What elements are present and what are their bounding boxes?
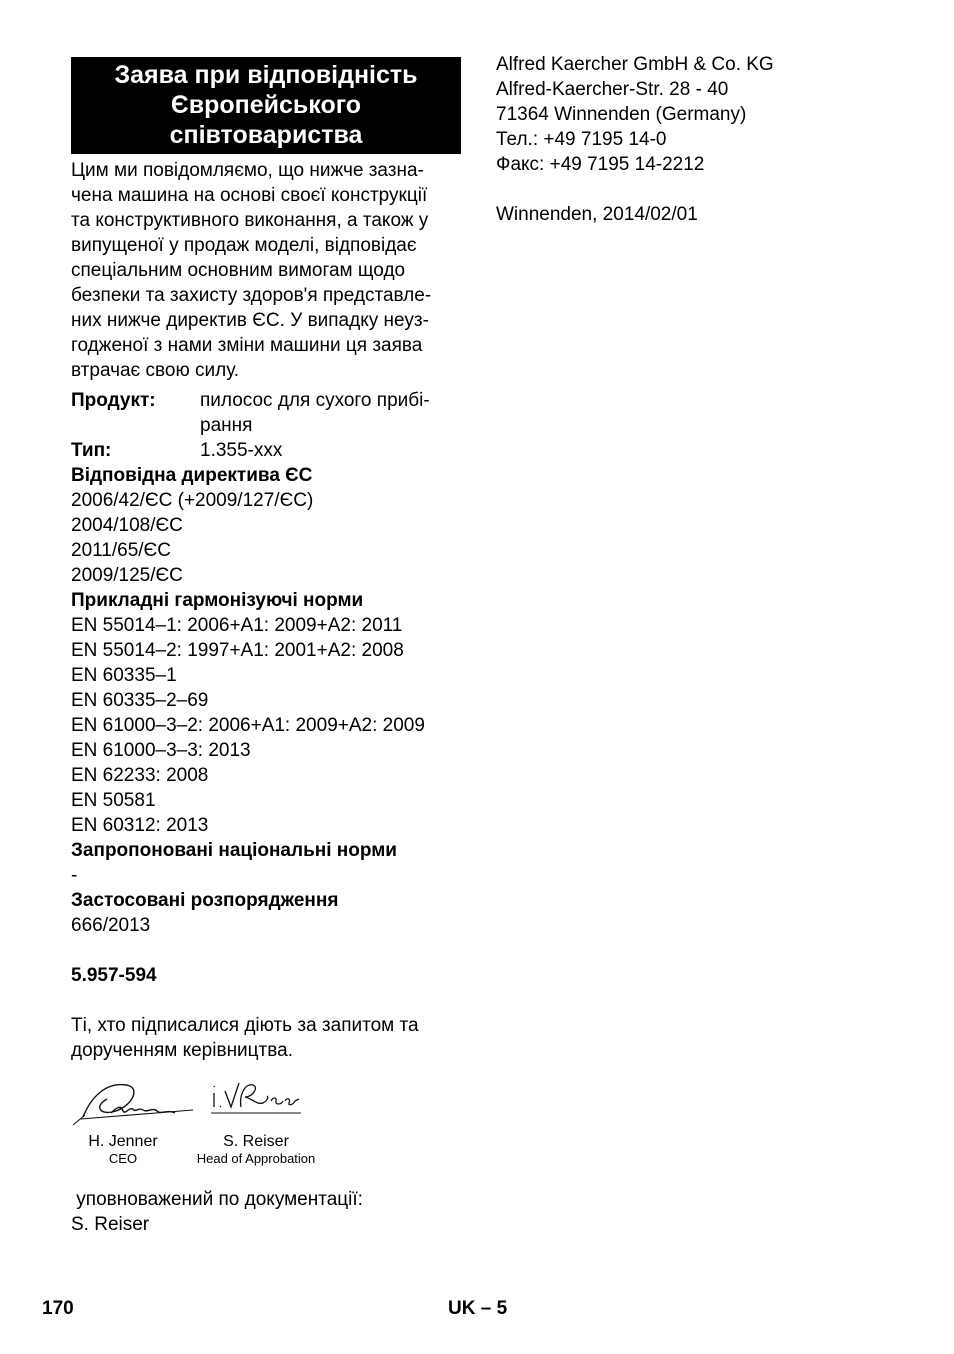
standard-item: EN 60335–1: [71, 665, 177, 686]
standard-item: EN 61000–3–2: 2006+A1: 2009+A2: 2009: [71, 715, 425, 736]
address-line: Alfred Kaercher GmbH & Co. KG: [496, 54, 774, 75]
type-value: 1.355-xxx: [200, 440, 283, 461]
address-line: 71364 Winnenden (Germany): [496, 104, 747, 125]
place-date: Winnenden, 2014/02/01: [496, 204, 698, 225]
page-number: 170: [42, 1298, 74, 1319]
product-value-line: рання: [200, 415, 253, 436]
left-column: [71, 57, 461, 1237]
standard-item: EN 55014–2: 1997+A1: 2001+A2: 2008: [71, 640, 404, 661]
signatory-name: H. Jenner: [88, 1133, 158, 1150]
standard-item: EN 62233: 2008: [71, 765, 209, 786]
directive-item: 2006/42/ЄС (+2009/127/ЄС): [71, 490, 314, 511]
national-value: -: [71, 865, 78, 886]
national-heading: Запропоновані національні норми: [71, 840, 397, 861]
signatory-role: CEO: [108, 1151, 138, 1166]
intro-line: них нижче директив ЄС. У випадку неуз-: [71, 310, 429, 331]
authorized-section: [71, 1187, 461, 1237]
signatory-role: Head of Approbation: [196, 1151, 316, 1166]
regulations-heading: Застосовані розпорядження: [71, 890, 339, 911]
signed-line: дорученням керівництва.: [71, 1040, 293, 1061]
intro-line: Цим ми повідомляємо, що нижче зазна-: [71, 160, 424, 181]
product-row: [71, 388, 461, 438]
right-column: [496, 52, 916, 227]
directive-item: 2011/65/ЄС: [71, 540, 171, 561]
signatures-block: [71, 1073, 461, 1173]
signed-statement: [71, 1013, 461, 1063]
product-value: [200, 388, 430, 438]
section-label: UK – 5: [448, 1298, 508, 1319]
directives-heading: Відповідна директива ЄС: [71, 465, 313, 486]
title-line: Європейського: [170, 91, 362, 119]
intro-paragraph: [71, 158, 461, 383]
standard-item: EN 60312: 2013: [71, 815, 209, 836]
harmonized-heading: Прикладні гармонізуючі норми: [71, 590, 364, 611]
intro-line: та конструктивного виконання, а також у: [71, 210, 429, 231]
document-number: 5.957-594: [71, 965, 157, 986]
title-line: Заява при відповідність: [114, 61, 418, 89]
intro-line: чена машина на основі своєї конструкції: [71, 185, 428, 206]
signed-line: Ті, хто підписалися діють за запитом та: [71, 1015, 419, 1036]
intro-line: випущеної у продаж моделі, відповідає: [71, 235, 417, 256]
address-line: Тел.: +49 7195 14-0: [496, 129, 667, 150]
national-section: [71, 838, 461, 888]
reiser-signature-icon: [209, 1073, 304, 1121]
authorized-name: S. Reiser: [71, 1214, 150, 1235]
directive-item: 2009/125/ЄС: [71, 565, 183, 586]
jenner-signature-icon: [71, 1077, 196, 1127]
signatory-jenner: [83, 1133, 163, 1167]
title-line: співтовариства: [169, 121, 363, 149]
signatory-name: S. Reiser: [223, 1133, 289, 1150]
company-address: [496, 52, 916, 177]
directives-section: [71, 463, 461, 588]
address-line: Alfred-Kaercher-Str. 28 - 40: [496, 79, 729, 100]
standard-item: EN 50581: [71, 790, 156, 811]
intro-line: безпеки та захисту здоров'я представле-: [71, 285, 432, 306]
regulations-value: 666/2013: [71, 915, 151, 936]
authorized-label: уповноважений по документації:: [71, 1189, 363, 1210]
standard-item: EN 60335–2–69: [71, 690, 209, 711]
directive-item: 2004/108/ЄС: [71, 515, 183, 536]
intro-line: спеціальним основним вимогам щодо: [71, 260, 406, 281]
intro-line: годженої з нами зміни машини ця заява: [71, 335, 423, 356]
regulations-section: [71, 888, 461, 938]
product-label: Продукт:: [71, 390, 156, 411]
standard-item: EN 61000–3–3: 2013: [71, 740, 251, 761]
type-label: Тип:: [71, 440, 112, 461]
standard-item: EN 55014–1: 2006+A1: 2009+A2: 2011: [71, 615, 403, 636]
signatory-reiser: [191, 1133, 321, 1167]
address-line: Факс: +49 7195 14-2212: [496, 154, 705, 175]
intro-line: втрачає свою силу.: [71, 360, 240, 381]
type-row: [71, 438, 461, 463]
product-value-line: пилосос для сухого прибі-: [200, 390, 430, 411]
page-title: [71, 57, 461, 154]
harmonized-section: [71, 588, 461, 838]
